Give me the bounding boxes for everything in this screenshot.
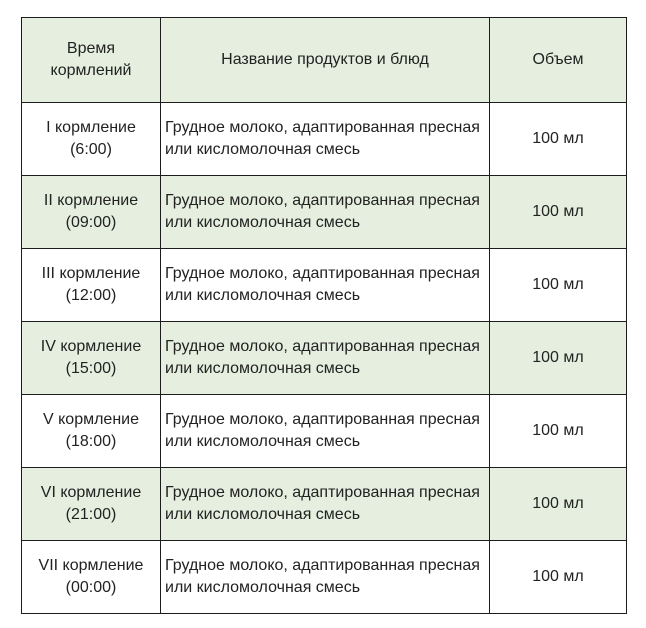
volume-cell: 100 мл — [490, 103, 627, 176]
volume-cell: 100 мл — [490, 322, 627, 395]
table-row — [22, 176, 627, 249]
feeding-label: IV кормление — [40, 338, 142, 355]
feeding-time-cell — [22, 541, 161, 614]
feeding-time-cell — [22, 468, 161, 541]
table-row — [22, 468, 627, 541]
feeding-time-cell — [22, 249, 161, 322]
volume-cell: 100 мл — [490, 395, 627, 468]
product-cell — [161, 103, 490, 176]
feeding-time: (12:00) — [65, 287, 117, 304]
feeding-time-cell — [22, 176, 161, 249]
feeding-time-cell — [22, 395, 161, 468]
product-line1: Грудное молоко, адаптированная пресная — [165, 338, 480, 355]
product-line2: или кисломолочная смесь — [165, 579, 361, 596]
product-cell — [161, 468, 490, 541]
product-line2: или кисломолочная смесь — [165, 287, 361, 304]
volume-cell: 100 мл — [490, 468, 627, 541]
product-line2: или кисломолочная смесь — [165, 141, 361, 158]
feeding-label: II кормление — [43, 192, 139, 209]
product-line2: или кисломолочная смесь — [165, 433, 361, 450]
feeding-time: (15:00) — [65, 360, 117, 377]
feeding-time: (09:00) — [65, 214, 117, 231]
product-line1: Грудное молоко, адаптированная пресная — [165, 484, 480, 501]
volume-cell: 100 мл — [490, 541, 627, 614]
product-line2: или кисломолочная смесь — [165, 360, 361, 377]
volume-cell: 100 мл — [490, 176, 627, 249]
header-feeding-time — [22, 18, 161, 103]
product-line1: Грудное молоко, адаптированная пресная — [165, 192, 480, 209]
table-row — [22, 541, 627, 614]
product-line1: Грудное молоко, адаптированная пресная — [165, 411, 480, 428]
product-cell — [161, 176, 490, 249]
product-cell — [161, 541, 490, 614]
feeding-label: V кормление — [43, 411, 139, 428]
feeding-time-cell — [22, 322, 161, 395]
feeding-time: (6:00) — [70, 141, 112, 158]
header-product-name: Название продуктов и блюд — [161, 18, 490, 103]
product-line1: Грудное молоко, адаптированная пресная — [165, 265, 480, 282]
table-row — [22, 249, 627, 322]
product-cell — [161, 395, 490, 468]
product-line2: или кисломолочная смесь — [165, 506, 361, 523]
feeding-label: VI кормление — [40, 484, 142, 501]
product-cell — [161, 249, 490, 322]
header-time-line1: Время — [66, 40, 116, 57]
header-volume: Объем — [490, 18, 627, 103]
product-line2: или кисломолочная смесь — [165, 214, 361, 231]
product-line1: Грудное молоко, адаптированная пресная — [165, 557, 480, 574]
feeding-label: I кормление — [46, 119, 136, 136]
feeding-time: (21:00) — [65, 506, 117, 523]
table-header-row — [22, 18, 627, 103]
feeding-time-cell — [22, 103, 161, 176]
table-row — [22, 322, 627, 395]
product-cell — [161, 322, 490, 395]
feeding-time: (18:00) — [65, 433, 117, 450]
table-row — [22, 395, 627, 468]
feeding-label: III кормление — [41, 265, 141, 282]
feeding-schedule-table — [21, 17, 627, 614]
volume-cell: 100 мл — [490, 249, 627, 322]
feeding-time: (00:00) — [65, 579, 117, 596]
header-time-line2: кормлений — [50, 62, 132, 79]
product-line1: Грудное молоко, адаптированная пресная — [165, 119, 480, 136]
feeding-label: VII кормление — [38, 557, 144, 574]
table-row — [22, 103, 627, 176]
